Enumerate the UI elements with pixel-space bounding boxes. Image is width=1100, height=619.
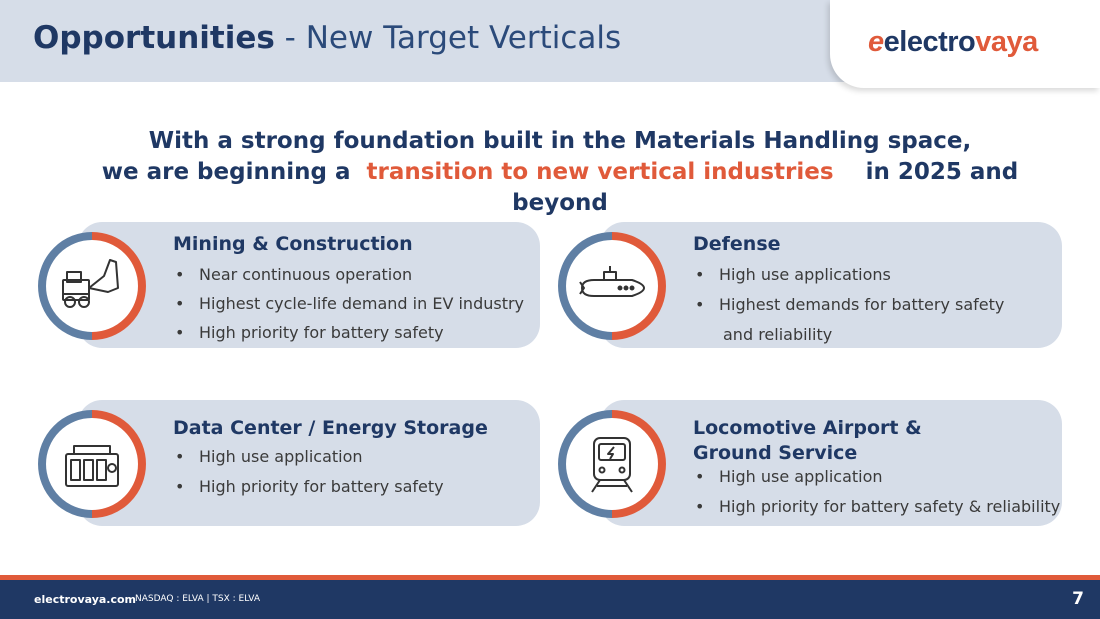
title-bold: Opportunities — [33, 20, 275, 56]
bullets-locomotive — [693, 462, 1060, 522]
bullet-item: • Highest cycle-life demand in EV industry — [173, 289, 524, 318]
page-number: 7 — [1072, 589, 1084, 609]
intro-statement — [60, 126, 1060, 219]
logo-box — [830, 0, 1100, 88]
footer-ticker: NASDAQ : ELVA | TSX : ELVA — [135, 594, 260, 604]
footer-website: electrovaya.com — [34, 593, 137, 606]
card-title-locomotive-line1: Locomotive Airport & — [693, 417, 922, 439]
logo-vaya: vaya — [975, 26, 1038, 58]
ring-defense — [558, 232, 666, 340]
logo — [868, 26, 1038, 59]
ring-locomotive — [558, 410, 666, 518]
bullet-item: • High priority for battery safety — [173, 318, 524, 347]
card-title-defense: Defense — [693, 233, 781, 255]
ring-data-center — [38, 410, 146, 518]
card-title-locomotive — [693, 416, 922, 466]
bullets-data-center — [173, 442, 444, 502]
title-rest: - New Target Verticals — [274, 20, 622, 56]
bullet-item: • High priority for battery safety & reliability — [693, 492, 1060, 522]
intro-line2-accent: transition to new vertical industries — [366, 159, 834, 185]
card-title-locomotive-line2: Ground Service — [693, 442, 858, 464]
intro-line2-start: we are beginning a — [101, 159, 359, 185]
card-title-data-center: Data Center / Energy Storage — [173, 417, 488, 439]
bullet-continuation: and reliability — [723, 325, 833, 344]
bullet-item: • High use application — [173, 442, 444, 472]
bullets-mining — [173, 260, 524, 347]
intro-line2 — [60, 157, 1060, 188]
logo-mark: e — [868, 26, 884, 58]
intro-line3: beyond — [512, 190, 608, 216]
intro-line1: With a strong foundation built in the Materials Handling space, — [148, 128, 972, 154]
bullet-item: • High priority for battery safety — [173, 472, 444, 502]
footer — [0, 580, 1100, 619]
bullet-item: • Near continuous operation — [173, 260, 524, 289]
page-title — [33, 20, 621, 56]
card-title-mining: Mining & Construction — [173, 233, 413, 255]
bullets-defense — [693, 260, 1004, 350]
intro-line2-end: in 2025 and — [857, 159, 1019, 185]
bullet-item: • High use application — [693, 462, 1060, 492]
ring-mining — [38, 232, 146, 340]
logo-electro: electro — [883, 26, 976, 58]
bullet-item: • High use applications — [693, 260, 1004, 290]
bullet-item: • Highest demands for battery safety — [693, 290, 1004, 320]
